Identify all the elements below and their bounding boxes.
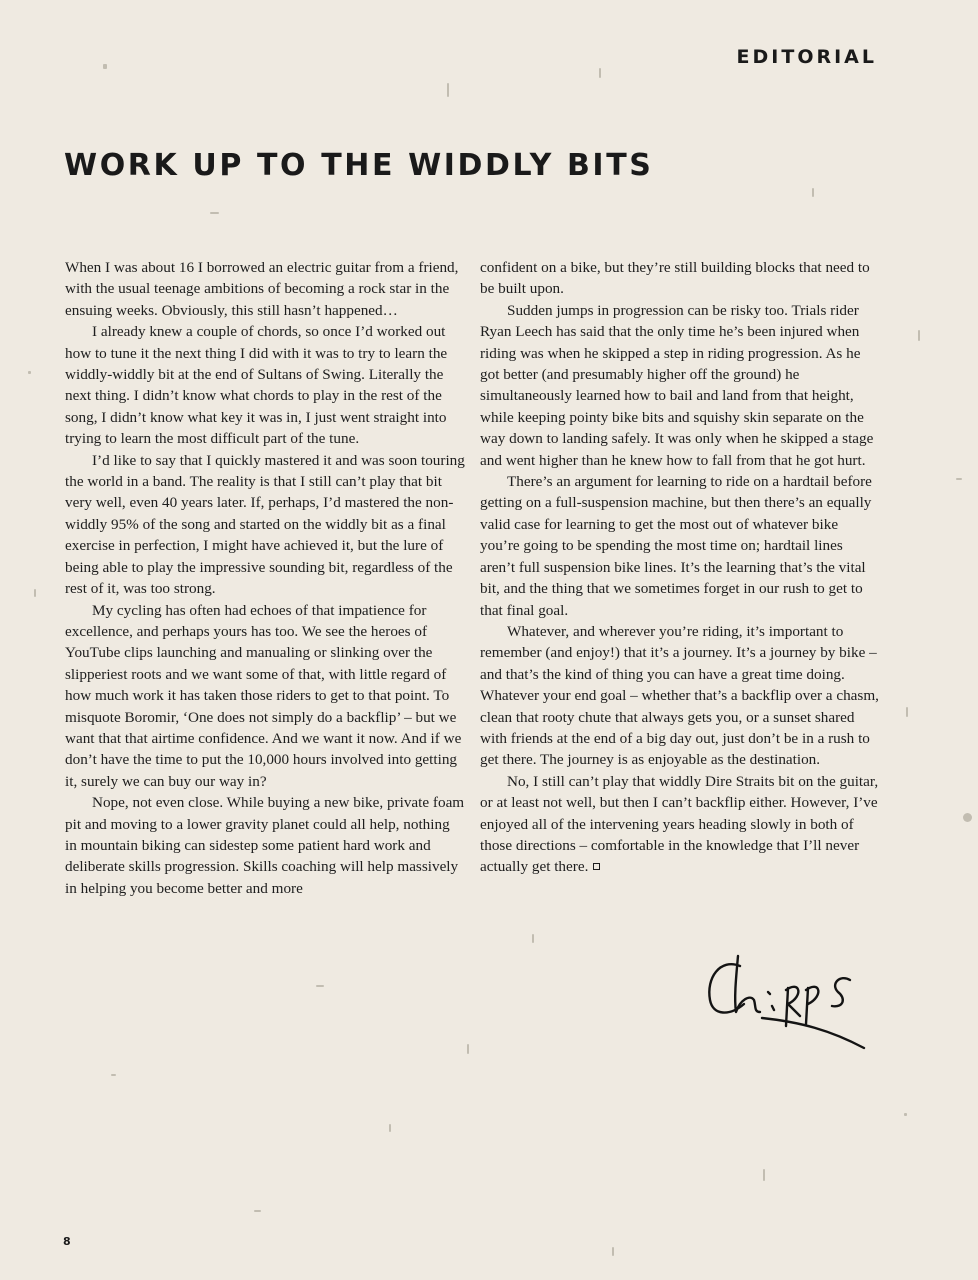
- article-column-right: [480, 257, 880, 878]
- article-title: WORK UP TO THE WIDDLY BITS: [64, 148, 654, 183]
- article-paragraph: There’s an argument for learning to ride on a hardtail before getting on a full-suspension machine, but then there’s an equally valid case for learning to get the most out of whatever bike you’re going to be spending the most time on; hardtail lines aren’t full suspension bike lines. It’s the learning that’s the vital bit, and the thing that we sometimes forget in our rush to get to that final goal.: [480, 473, 872, 619]
- article-paragraph: My cycling has often had echoes of that impatience for excellence, and perhaps yours has too. We see the heroes of YouTube clips launching and manualing or slinking over the slipperiest roots and we want some of that, with little regard of how much work it has taken those riders to get to that point. To misquote Boromir, ‘One does not simply do a backflip’ – but we want that that airtime confidence. And we want it now. And if we don’t have the time to put the 10,000 hours involved into getting it, surely we can buy our way in?: [65, 601, 462, 790]
- article-paragraph: I’d like to say that I quickly mastered it and was soon touring the world in a band. The reality is that I still can’t play that bit very well, even 40 years later. If, perhaps, I’d mastered the non-widdly 95% of the song and started on the widdly bit as a final exercise in perfection, I might have achieved it, but the lure of being able to play the impressive sounding bit, regardless of the rest of it, was too strong.: [65, 451, 465, 598]
- article-final-paragraph: [480, 771, 880, 878]
- article-paragraph-text: No, I still can’t play that widdly Dire Straits bit on the guitar, or at least not well, but then I can’t backflip either. However, I’ve enjoyed all of the intervening years heading slowly in both of those directions – comfortable in the knowledge that I’ll never actually get there.: [480, 772, 879, 876]
- article-paragraph: I already knew a couple of chords, so once I’d worked out how to tune it the next thing I did with it was to try to learn the widdly-widdly bit at the end of Sultans of Swing. Literally the next thing. I didn’t know what chords to play in the rest of the song, I didn’t know what key it was in, I just went straight into trying to learn the most difficult part of the tune.: [65, 323, 448, 448]
- article-paragraph: Nope, not even close. While buying a new bike, private foam pit and moving to a lower gravity planet could all help, nothing in mountain biking can sidestep some patient hard work and deliberate skills progression. Skills coaching will help massively in helping you become better and more: [65, 794, 465, 897]
- author-signature: [700, 948, 875, 1058]
- article-paragraph: When I was about 16 I borrowed an electric guitar from a friend, with the usual teenage ambitions of becoming a rock star in the ensuing weeks. Obviously, this still hasn’t happened…: [65, 259, 459, 319]
- end-of-article-icon: [593, 863, 600, 870]
- article-column-left: [65, 257, 465, 899]
- page-number: 8: [63, 1235, 71, 1248]
- section-label: EDITORIAL: [736, 46, 877, 68]
- article-paragraph: Whatever, and wherever you’re riding, it’s important to remember (and enjoy!) that it’s a journey. It’s a journey by bike – and that’s the kind of thing you can have a great time doing. Whatever your end goal – whether that’s a backflip over a chasm, clean that rooty chute that always gets you, or a sunset shared with friends at the end of a big day out, just don’t be in a rush to get there. The journey is as enjoyable as the destination.: [480, 622, 879, 769]
- article-paragraph: confident on a bike, but they’re still building blocks that need to be built upon.: [480, 259, 870, 298]
- article-paragraph: Sudden jumps in progression can be risky too. Trials rider Ryan Leech has said that the only time he’s been injured when riding was when he skipped a step in riding progression. As he got better (and presumably higher off the ground) he simultaneously learned how to bail and land from that height, while keeping pointy bike bits and squishy skin separate on the way down to landing safely. It was only when he skipped a stage and went higher than he knew how to fall from that he got hurt.: [480, 301, 874, 469]
